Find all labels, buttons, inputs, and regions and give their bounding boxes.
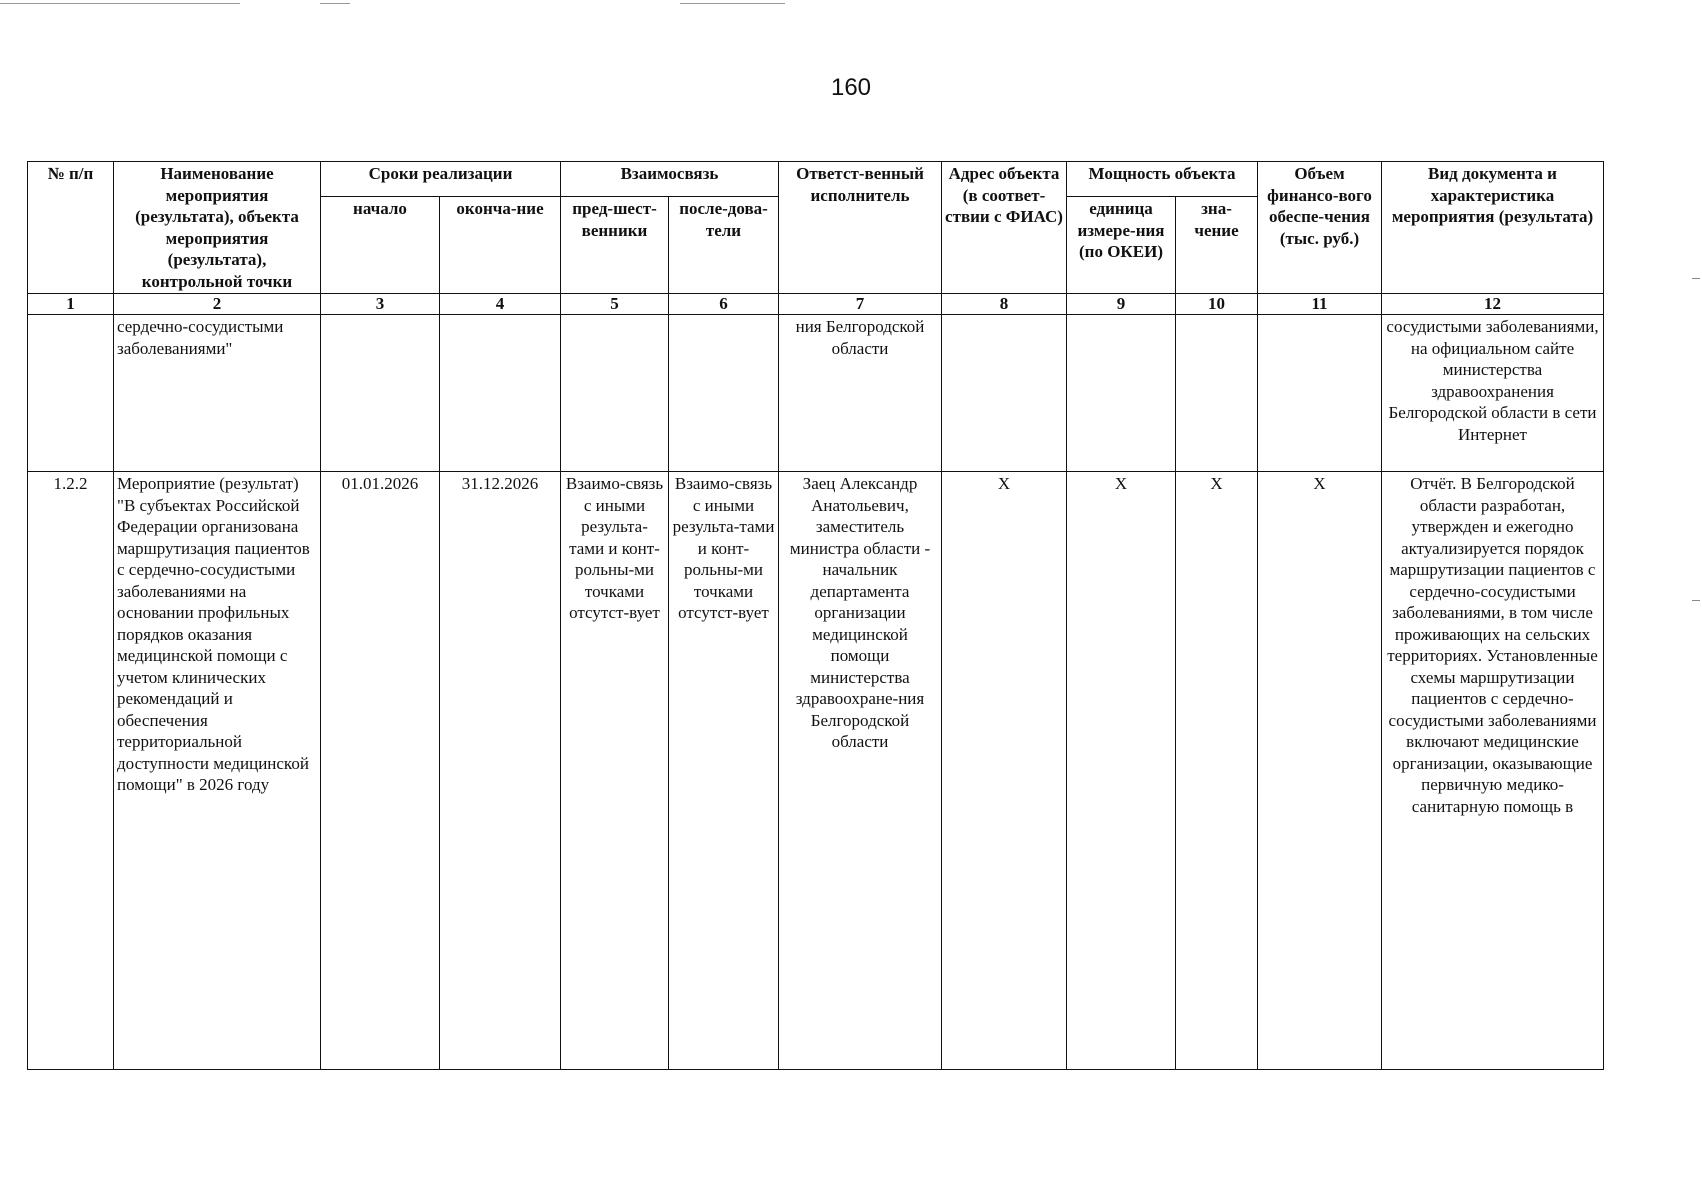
continued-row (28, 315, 1604, 472)
header-address: Адрес объекта (в соответ-ствии с ФИАС) (942, 162, 1067, 294)
header-row-1 (28, 162, 1604, 197)
cell-address (942, 315, 1067, 472)
header-successors: после-дова-тели (669, 197, 779, 294)
header-end: оконча-ние (440, 197, 561, 294)
cell-start: 01.01.2026 (321, 472, 440, 1070)
cell-successors (669, 315, 779, 472)
column-number: 7 (779, 294, 942, 315)
cell-end: 31.12.2026 (440, 472, 561, 1070)
header-name: Наименование мероприятия (результата), объекта мероприятия (результата), контрольной точки (114, 162, 321, 294)
page-number: 160 (830, 74, 872, 101)
cell-responsible: Заец Александр Анатольевич, заместитель министра области - начальник департамента организации медицинской помощи министерства здравоохране-ния Белгородской области (779, 472, 942, 1070)
scan-edge-tick (1692, 278, 1700, 279)
column-number: 6 (669, 294, 779, 315)
cell-predecessors (561, 315, 669, 472)
cell-name: сердечно-сосудистыми заболеваниями" (114, 315, 321, 472)
column-number: 11 (1258, 294, 1382, 315)
header-start: начало (321, 197, 440, 294)
cell-document: сосудистыми заболеваниями, на официальном сайте министерства здравоохранения Белгородской области в сети Интернет (1382, 315, 1604, 472)
table-row (28, 472, 1604, 1070)
cell-end (440, 315, 561, 472)
cell-name: Мероприятие (результат) "В субъектах Российской Федерации организована маршрутизация пациентов с сердечно-сосудистыми заболеваниями на основании профильных порядков оказания медицинской помощи с учетом клинических рекомендаций и обеспечения территориальной доступности медицинской помощи" в 2026 году (114, 472, 321, 1070)
cell-value (1176, 315, 1258, 472)
header-num: № п/п (28, 162, 114, 294)
scan-artifact-line (0, 3, 240, 4)
header-finance: Объем финансо-вого обеспе-чения (тыс. руб.) (1258, 162, 1382, 294)
cell-finance: Х (1258, 472, 1382, 1070)
scan-edge-tick (1692, 600, 1700, 601)
header-value: зна-чение (1176, 197, 1258, 294)
column-number: 12 (1382, 294, 1604, 315)
cell-start (321, 315, 440, 472)
header-unit: единица измере-ния (по ОКЕИ) (1067, 197, 1176, 294)
cell-predecessors: Взаимо-связь с иными результа-тами и конт-рольны-ми точками отсутст-вует (561, 472, 669, 1070)
column-number: 9 (1067, 294, 1176, 315)
cell-unit: Х (1067, 472, 1176, 1070)
cell-successors: Взаимо-связь с иными результа-тами и конт-рольны-ми точками отсутст-вует (669, 472, 779, 1070)
plan-table (27, 161, 1604, 1070)
column-number: 4 (440, 294, 561, 315)
scan-artifact-line (320, 3, 350, 4)
scan-artifact-line (680, 3, 785, 4)
column-number: 10 (1176, 294, 1258, 315)
header-power: Мощность объекта (1067, 162, 1258, 197)
column-number: 1 (28, 294, 114, 315)
header-link: Взаимосвязь (561, 162, 779, 197)
cell-unit (1067, 315, 1176, 472)
header-document: Вид документа и характеристика мероприятия (результата) (1382, 162, 1604, 294)
cell-responsible: ния Белгородской области (779, 315, 942, 472)
column-number-row (28, 294, 1604, 315)
cell-document: Отчёт. В Белгородской области разработан, утвержден и ежегодно актуализируется порядок маршрутизации пациентов с сердечно-сосудистыми заболеваниями, в том числе проживающих на сельских территориях. Установленные схемы маршрутизации пациентов с сердечно-сосудистыми заболеваниями включают медицинские организации, оказывающие первичную медико-санитарную помощь в (1382, 472, 1604, 1070)
header-predecessors: пред-шест-венники (561, 197, 669, 294)
column-number: 3 (321, 294, 440, 315)
column-number: 5 (561, 294, 669, 315)
column-number: 8 (942, 294, 1067, 315)
cell-address: Х (942, 472, 1067, 1070)
cell-num (28, 315, 114, 472)
cell-value: Х (1176, 472, 1258, 1070)
header-terms: Сроки реализации (321, 162, 561, 197)
header-responsible: Ответст-венный исполнитель (779, 162, 942, 294)
cell-num: 1.2.2 (28, 472, 114, 1070)
column-number: 2 (114, 294, 321, 315)
cell-finance (1258, 315, 1382, 472)
